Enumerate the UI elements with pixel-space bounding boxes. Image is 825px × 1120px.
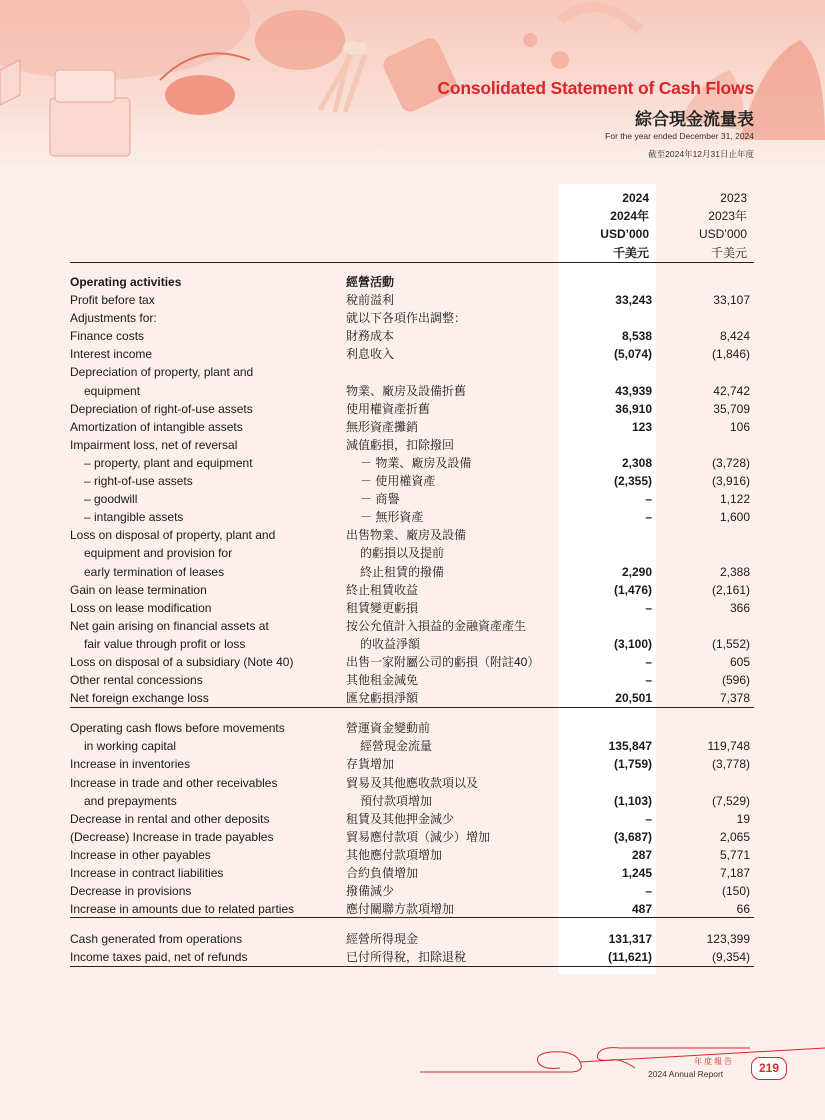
row-label: Impairment loss, net of reversal (70, 437, 238, 452)
row-label: Net gain arising on financial assets at (70, 618, 269, 633)
table-row (0, 617, 825, 635)
row-label-chinese: 終止租賃收益 (346, 582, 419, 597)
period-label-chinese: 截至2024年12月31日止年度 (648, 149, 754, 159)
value-2024: (3,100) (613, 636, 652, 651)
row-label-chinese: 經營活動 (346, 275, 395, 289)
row-label-chinese: 營運資金變動前 (346, 721, 431, 736)
row-label-chinese: 按公允值計入損益的金融資產產生 (346, 618, 527, 633)
value-2024: 487 (631, 902, 652, 917)
table-row (0, 882, 825, 900)
value-2023: 5,771 (719, 847, 750, 862)
footer-report-label: 2024 Annual Report (648, 1069, 724, 1079)
row-label: Increase in trade and other receivables (70, 775, 278, 790)
value-2024: 20,501 (615, 691, 652, 706)
value-2024: 1,245 (621, 866, 652, 880)
table-row (0, 792, 825, 810)
table-row (0, 846, 825, 864)
row-label: Increase in contract liabilities (70, 866, 224, 880)
value-2024: – (645, 600, 652, 615)
row-label: Interest income (70, 347, 153, 362)
table-row (0, 436, 825, 454)
table-row (0, 810, 825, 828)
column-year-chinese: 2024年 (610, 209, 649, 224)
column-header-2024 (560, 189, 649, 262)
row-label-chinese: 其他應付款項增加 (346, 847, 443, 862)
row-label: Depreciation of property, plant and (70, 365, 254, 380)
row-label: Adjustments for: (70, 311, 157, 326)
value-2024: (1,103) (613, 793, 652, 808)
table-row (0, 544, 825, 562)
value-2024: 8,538 (621, 329, 652, 344)
table-row (0, 689, 825, 707)
value-2024: – (645, 884, 652, 899)
row-label-chinese: 撥備減少 (346, 884, 395, 899)
value-2023: (596) (721, 673, 750, 688)
page-title: Consolidated Statement of Cash Flows (437, 78, 754, 98)
row-label: Operating cash flows before movements (70, 721, 285, 736)
value-2023: 42,742 (713, 383, 750, 398)
row-label-chinese: 其他租金減免 (346, 673, 419, 688)
table-row (0, 828, 825, 846)
row-label-chinese: 貿易應付款項（減少）增加 (346, 829, 491, 844)
row-label: Decrease in provisions (70, 884, 192, 899)
value-2024: (2,355) (613, 474, 652, 489)
total-divider (70, 966, 754, 967)
row-label-chinese: 應付關聯方款項增加 (346, 902, 455, 917)
footer-report-label-chinese: 年度報告 (694, 1057, 734, 1066)
column-header-2023 (660, 189, 747, 262)
row-label: equipment (84, 383, 141, 398)
row-label: Profit before tax (70, 293, 155, 308)
table-row (0, 291, 825, 309)
value-2024: (1,476) (613, 582, 652, 597)
row-label: equipment and provision for (84, 546, 233, 561)
table-row (0, 581, 825, 599)
cash-flow-table (0, 273, 825, 966)
table-row (0, 737, 825, 755)
row-label: Amortization of intangible assets (70, 419, 243, 434)
row-label-chinese: － 物業、廠房及設備 (360, 455, 472, 470)
row-label-chinese: 利息收入 (346, 347, 395, 362)
value-2023: (2,161) (711, 582, 750, 597)
value-2023: 1,122 (719, 492, 750, 507)
row-label-chinese: 減值虧損，扣除撥回 (346, 437, 455, 452)
value-2023: (7,529) (711, 793, 750, 808)
row-label: Income taxes paid, net of refunds (70, 950, 248, 965)
table-row (0, 671, 825, 689)
table-row (0, 864, 825, 882)
row-label: in working capital (84, 739, 177, 754)
row-label-chinese: 經營所得現金 (346, 932, 419, 947)
row-label: Gain on lease termination (70, 582, 207, 597)
row-label-chinese: 經營現金流量 (360, 739, 433, 754)
table-row (0, 599, 825, 617)
value-2024: (11,621) (607, 950, 652, 965)
table-row (0, 755, 825, 773)
row-label: Increase in amounts due to related parties (70, 902, 295, 917)
value-2023: 123,399 (706, 932, 750, 947)
row-label-chinese: 財務成本 (346, 329, 395, 344)
table-row (0, 563, 825, 581)
value-2024: (3,687) (613, 829, 652, 844)
value-2023: 7,378 (719, 691, 750, 706)
value-2024: – (645, 654, 652, 669)
value-2023: 33,107 (713, 293, 750, 308)
row-label-chinese: 存貨增加 (346, 757, 395, 772)
row-label-chinese: 的收益淨額 (360, 636, 421, 651)
row-label-chinese: 就以下各項作出調整： (346, 311, 467, 326)
table-row (0, 635, 825, 653)
table-row (0, 948, 825, 966)
value-2023: (9,354) (711, 950, 750, 965)
section-divider-space (0, 918, 825, 930)
row-label-chinese: 終止租賃的撥備 (360, 564, 445, 579)
section-divider-space (0, 707, 825, 719)
row-label: – intangible assets (84, 510, 184, 525)
row-label-chinese: 物業、廠房及設備折舊 (346, 383, 467, 398)
row-label-chinese: 稅前溢利 (346, 293, 395, 308)
value-2023: 1,600 (719, 510, 750, 525)
row-label-chinese: 匯兌虧損淨額 (346, 691, 419, 706)
value-2023: (3,916) (711, 474, 750, 489)
row-label: Loss on disposal of property, plant and (70, 528, 276, 543)
value-2023: (1,552) (711, 636, 750, 651)
value-2024: – (645, 492, 652, 507)
page-title-chinese: 綜合現金流量表 (635, 110, 754, 129)
value-2024: 123 (631, 419, 652, 434)
row-label: – property, plant and equipment (84, 455, 253, 470)
column-year: 2024 (622, 191, 649, 205)
table-row (0, 382, 825, 400)
value-2024: 36,910 (615, 401, 652, 416)
table-row (0, 327, 825, 345)
row-label: Increase in other payables (70, 847, 211, 862)
row-label-chinese: 預付款項增加 (360, 793, 433, 808)
value-2024: 2,290 (621, 564, 652, 579)
value-2024: 287 (631, 847, 652, 862)
row-label-chinese: 租賃變更虧損 (346, 600, 419, 615)
column-unit: USD’000 (698, 227, 747, 242)
value-2024: 131,317 (608, 932, 652, 947)
row-label: Net foreign exchange loss (70, 691, 209, 706)
row-label-chinese: 出售物業、廠房及設備 (346, 528, 467, 543)
value-2023: (3,728) (711, 455, 750, 470)
row-label-chinese: 合約負債增加 (346, 866, 419, 880)
value-2023: 35,709 (713, 401, 750, 416)
table-row (0, 490, 825, 508)
value-2023: 7,187 (719, 866, 750, 880)
column-year: 2023 (720, 191, 747, 205)
row-label: Cash generated from operations (70, 932, 243, 947)
row-label-chinese: － 商譽 (360, 492, 400, 507)
value-2023: 366 (729, 600, 750, 615)
table-row (0, 273, 825, 291)
row-label-chinese: 貿易及其他應收款項以及 (346, 775, 479, 790)
row-label-chinese: 無形資產攤銷 (346, 419, 419, 434)
table-row (0, 345, 825, 363)
value-2023: 2,388 (719, 564, 750, 579)
table-row (0, 400, 825, 418)
row-label: Finance costs (70, 329, 145, 344)
value-2023: 2,065 (719, 829, 750, 844)
row-label: Increase in inventories (70, 757, 191, 772)
table-row (0, 653, 825, 671)
subtotal-divider (70, 917, 754, 918)
value-2024: 43,939 (615, 383, 652, 398)
value-2024: 33,243 (615, 293, 652, 308)
row-label-chinese: 租賃及其他押金減少 (346, 811, 455, 826)
value-2024: 135,847 (608, 739, 652, 754)
subtotal-divider (70, 707, 754, 708)
row-label-chinese: － 無形資產 (360, 510, 424, 525)
row-label-chinese: 出售一家附屬公司的虧損（附註40） (346, 654, 540, 669)
value-2023: 605 (729, 654, 750, 669)
value-2024: (1,759) (613, 757, 652, 772)
column-year-chinese: 2023年 (708, 209, 747, 224)
page-number: 219 (751, 1057, 787, 1080)
row-label: fair value through profit or loss (84, 636, 246, 651)
value-2023: 8,424 (719, 329, 750, 344)
table-row (0, 309, 825, 327)
row-label-chinese: 已付所得稅，扣除退稅 (346, 950, 467, 965)
row-label: Other rental concessions (70, 673, 203, 688)
table-row (0, 508, 825, 526)
row-label: – right-of-use assets (84, 474, 193, 489)
value-2023: (1,846) (711, 347, 750, 362)
row-label: (Decrease) Increase in trade payables (70, 829, 274, 844)
table-row (0, 900, 825, 918)
table-row (0, 930, 825, 948)
header-divider (70, 262, 754, 263)
table-row (0, 454, 825, 472)
table-row (0, 774, 825, 792)
column-unit-chinese: 千美元 (710, 245, 747, 260)
row-label-chinese: 的虧損以及提前 (360, 546, 445, 561)
value-2023: 106 (729, 419, 750, 434)
row-label: Loss on disposal of a subsidiary (Note 40) (70, 654, 294, 669)
row-label: Operating activities (70, 275, 182, 289)
row-label: Depreciation of right-of-use assets (70, 401, 253, 416)
row-label-chinese: － 使用權資產 (360, 474, 436, 489)
value-2024: (5,074) (613, 347, 652, 362)
table-row (0, 719, 825, 737)
value-2023: (3,778) (711, 757, 750, 772)
value-2024: – (645, 673, 652, 688)
row-label-chinese: 使用權資產折舊 (346, 401, 431, 416)
row-label: early termination of leases (84, 564, 225, 579)
table-row (0, 472, 825, 490)
table-row (0, 363, 825, 381)
row-label: and prepayments (84, 793, 177, 808)
row-label: – goodwill (84, 492, 138, 507)
table-row (0, 526, 825, 544)
row-label: Loss on lease modification (70, 600, 212, 615)
value-2023: (150) (721, 884, 750, 899)
value-2023: 119,748 (707, 739, 750, 754)
value-2024: – (645, 510, 652, 525)
value-2024: 2,308 (621, 455, 652, 470)
value-2024: – (645, 811, 652, 826)
column-unit-chinese: 千美元 (612, 245, 649, 260)
value-2023: 19 (736, 811, 750, 826)
table-row (0, 418, 825, 436)
column-unit: USD’000 (600, 227, 649, 242)
period-label: For the year ended December 31, 2024 (605, 131, 754, 141)
row-label: Decrease in rental and other deposits (70, 811, 270, 826)
value-2023: 66 (736, 902, 750, 917)
